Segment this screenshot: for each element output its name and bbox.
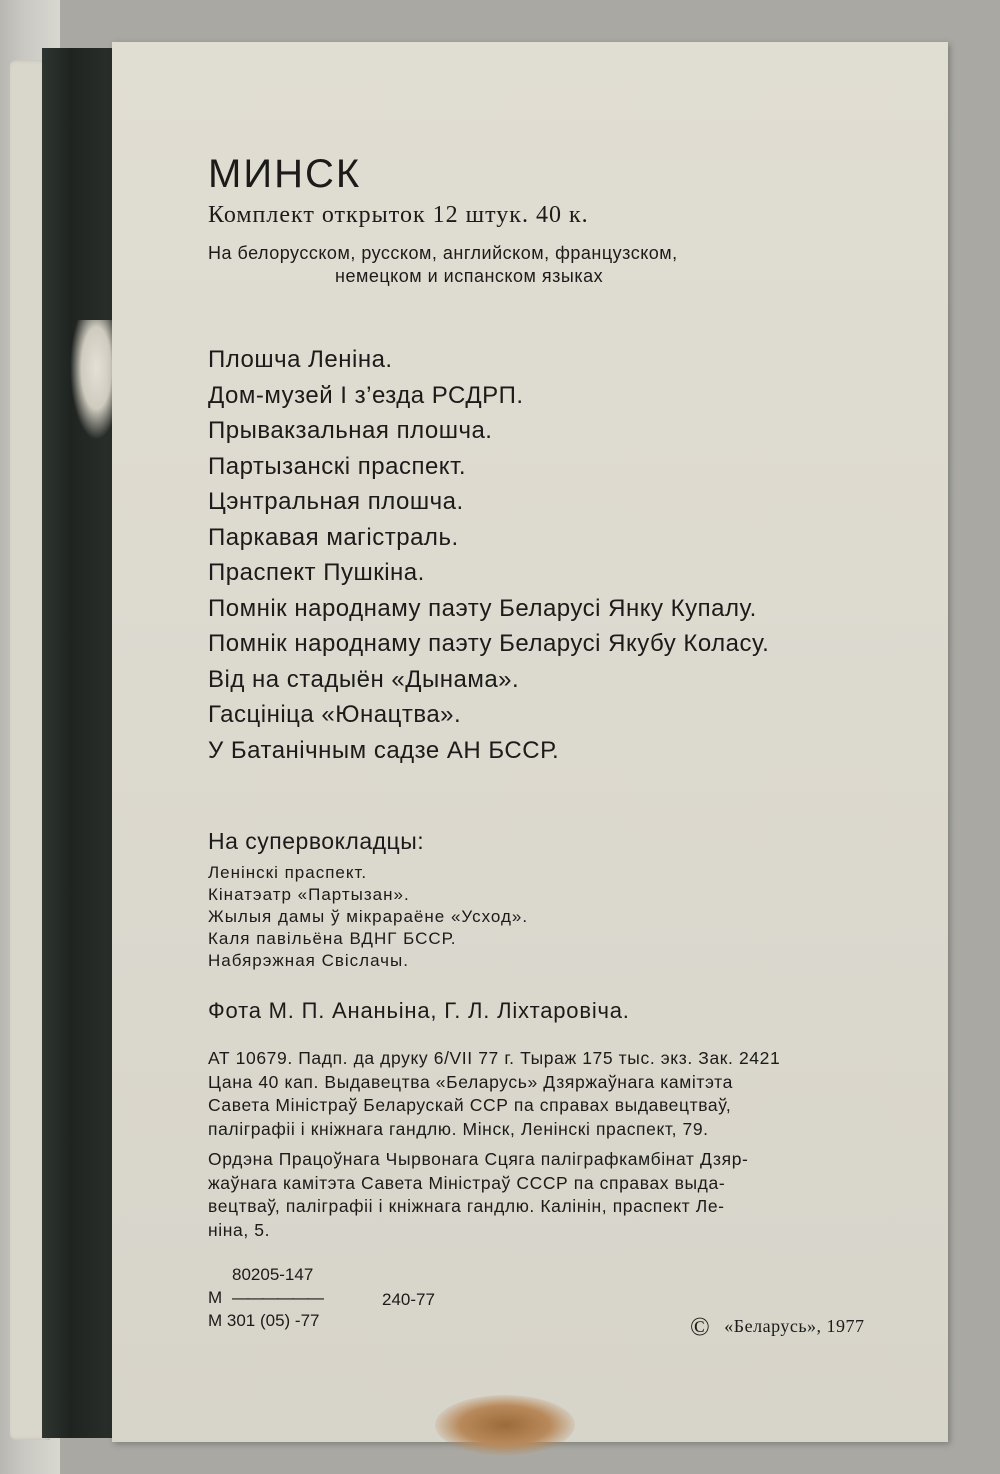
catalog-code-right: 240-77 [382,1290,435,1309]
postcard-list [208,342,769,768]
list-item: Ленінскі праспект. [208,863,368,882]
copyright [690,1312,865,1342]
spine-wear-mark [70,320,114,440]
list-item: Прывакзальная плошча. [208,417,493,444]
list-item: Паркавая магістраль. [208,523,459,551]
page-title: МИНСК [208,152,362,196]
list-item: Плошча Леніна. [208,346,393,373]
cover-heading: На супервокладцы: [208,828,425,854]
publisher-line: Савета Міністраў Беларускай ССР па справах выдавецтваў, [208,1095,732,1115]
printer-line: жаўнага камітэта Савета Міністраў СССР па справах выда- [208,1172,726,1193]
photo-credit: Фота М. П. Ананьіна, Г. Л. Ліхтаровіча. [208,998,630,1023]
catalog-code-dashes: —————— [232,1288,322,1307]
stain-mark [435,1395,575,1455]
languages-line-1: На белорусском, русском, английском, французском, [208,243,678,263]
list-item: Праспект Пушкіна. [208,559,425,586]
list-item: Набярэжная Свіслачы. [208,951,409,970]
cover-list [208,862,528,972]
languages-line-2: немецком и испанском языках [335,266,604,286]
publisher-line: АТ 10679. Падп. да друку 6/VII 77 г. Тыраж 175 тыс. экз. Зак. 2421 [208,1048,781,1068]
list-item: Від на стадыён «Дынама». [208,665,520,693]
list-item: Партызанскі праспект. [208,452,467,480]
list-item: Жылыя дамы ў мікрараёне «Усход». [208,907,529,926]
printer-line: вецтваў, паліграфіі і кніжнага гандлю. Калінін, праспект Ле- [208,1196,725,1216]
list-item: Гасцініца «Юнацтва». [208,701,462,728]
list-item: У Батанічным садзе АН БССР. [208,736,560,764]
publisher-line: паліграфіі і кніжнага гандлю. Мінск, Ленінскі праспект, 79. [208,1118,709,1139]
list-item: Каля павільёна ВДНГ БССР. [208,929,457,948]
printer-line: ніна, 5. [208,1219,271,1240]
list-item: Дом-музей І з’езда РСДРП. [208,381,524,409]
publisher-info [208,1047,932,1141]
set-description: Комплект открыток 12 штук. 40 к. [208,202,589,228]
list-item: Помнік народнаму паэту Беларусі Янку Купалу. [208,594,757,622]
booklet-spine [42,48,114,1438]
list-item: Цэнтральная плошча. [208,488,464,515]
catalog-code-m: М [208,1288,223,1307]
list-item: Помнік народнаму паэту Беларусі Якубу Коласу. [208,630,770,657]
copyright-text: «Беларусь», 1977 [724,1316,865,1336]
publisher-line: Цана 40 кап. Выдавецтва «Беларусь» Дзяржаўнага камітэта [208,1071,733,1092]
catalog-code-top: 80205-147 [232,1265,314,1284]
printer-info [208,1148,932,1242]
printer-line: Ордэна Працоўнага Чырвонага Сцяга паліграфкамбінат Дзяр- [208,1149,749,1169]
list-item: Кінатэатр «Партызан». [208,885,410,904]
copyright-icon: © [690,1312,711,1341]
catalog-code-bottom: М 301 (05) -77 [208,1311,320,1330]
